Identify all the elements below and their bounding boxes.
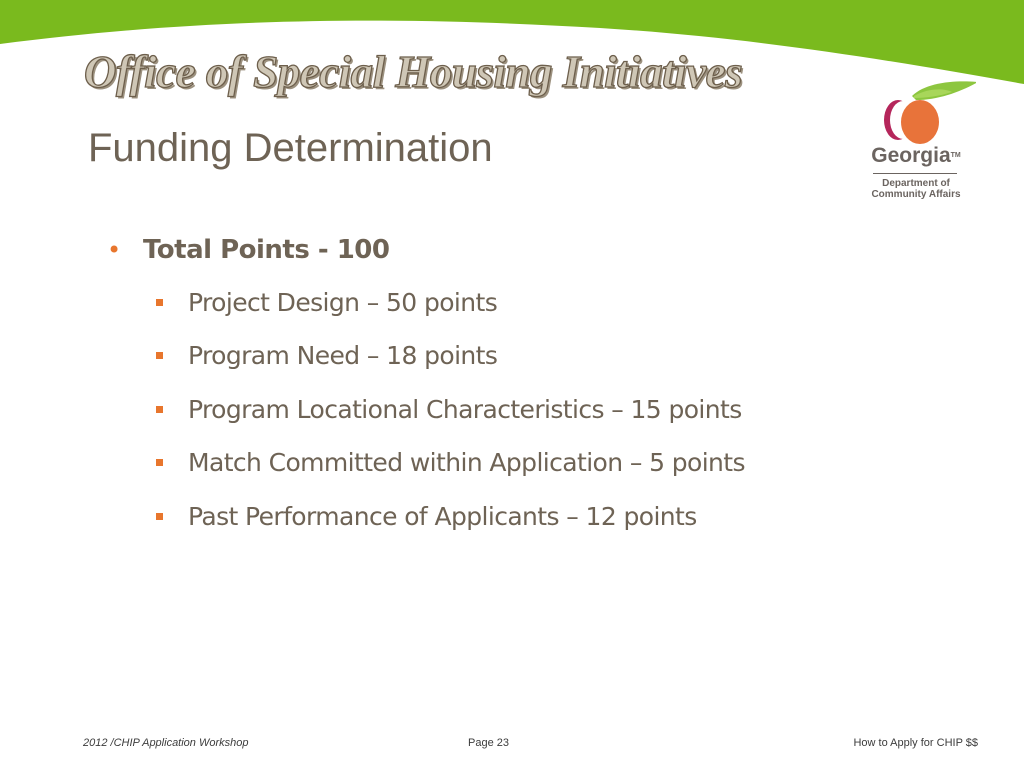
square-bullet-icon xyxy=(156,406,163,413)
square-bullet-icon xyxy=(156,459,163,466)
slide-title: Funding Determination xyxy=(88,126,493,170)
footer-page-number: Page 23 xyxy=(468,737,509,749)
list-item-text: Program Locational Characteristics – 15 points xyxy=(188,395,742,424)
list-item-text: Project Design – 50 points xyxy=(188,288,498,317)
georgia-dca-logo xyxy=(856,78,976,206)
logo-divider xyxy=(873,173,957,174)
main-bullet-text: Total Points - 100 xyxy=(143,235,390,265)
list-item-text: Match Committed within Application – 5 points xyxy=(188,448,745,477)
peach-icon xyxy=(856,78,976,144)
square-bullet-icon xyxy=(156,352,163,359)
logo-georgia-text: Georgia™ xyxy=(871,144,961,167)
round-bullet-icon: • xyxy=(107,236,122,264)
logo-department-text: Department of Community Affairs xyxy=(871,178,961,200)
square-bullet-icon xyxy=(156,299,163,306)
footer-workshop-label: 2012 /CHIP Application Workshop xyxy=(83,737,249,749)
office-title: Office of Special Housing Initiatives xyxy=(84,47,743,97)
list-item-text: Program Need – 18 points xyxy=(188,341,498,370)
list-item-text: Past Performance of Applicants – 12 points xyxy=(188,502,697,531)
footer-topic-label: How to Apply for CHIP $$ xyxy=(853,737,978,749)
square-bullet-icon xyxy=(156,513,163,520)
